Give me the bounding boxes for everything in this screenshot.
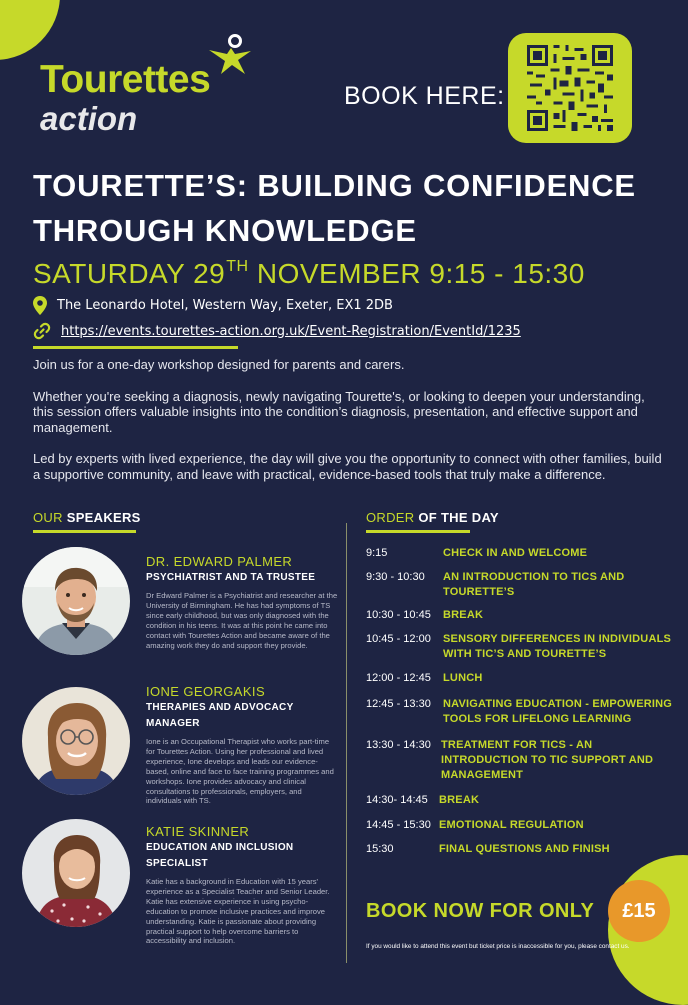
schedule-event: FINAL QUESTIONS AND FINISH bbox=[439, 843, 610, 855]
schedule-event: LUNCH bbox=[443, 672, 483, 684]
logo-text-tourettes: Tourettes bbox=[40, 58, 211, 101]
book-now-callout[interactable]: BOOK NOW FOR ONLY bbox=[366, 900, 595, 922]
price-badge: £15 bbox=[608, 880, 670, 942]
speakers-rule bbox=[33, 530, 136, 533]
qr-code[interactable] bbox=[508, 33, 632, 143]
speaker-role: PSYCHIATRIST AND TA TRUSTEE bbox=[146, 572, 316, 583]
schedule-event: EMOTIONAL REGULATION bbox=[439, 819, 584, 831]
order-heading-light: ORDER bbox=[366, 510, 415, 525]
speaker-photo-katie-skinner bbox=[22, 819, 130, 927]
speakers-heading bbox=[33, 510, 141, 525]
order-heading-bold: OF THE DAY bbox=[418, 510, 499, 525]
star-person-logo-icon bbox=[205, 34, 253, 76]
order-rule bbox=[366, 530, 470, 533]
location-text: The Leonardo Hotel, Western Way, Exeter, EX1 2DB bbox=[57, 298, 393, 313]
speakers-heading-light: OUR bbox=[33, 510, 63, 525]
speaker-card bbox=[146, 554, 339, 650]
speaker-bio: Dr Edward Palmer is a Psychiatrist and researcher at the University of Birmingham. He has had symptoms of TS since early childhood, but was only diagnosed with the condition in his teens. It was at this point he came into contact with Tourettes Action and became aware of the amazing work they do and support they provide. bbox=[146, 591, 338, 650]
event-title-line-2: THROUGH KNOWLEDGE bbox=[33, 213, 417, 248]
event-title bbox=[33, 163, 663, 253]
divider-rule bbox=[33, 346, 238, 349]
logo-text-action: action bbox=[40, 100, 138, 137]
date-rest: NOVEMBER 9:15 - 15:30 bbox=[248, 258, 585, 289]
link-row bbox=[33, 322, 521, 340]
speaker-bio: Katie has a background in Education with 15 years' experience as a Specialist Teacher and Senior Leader. Katie has extensive experience in using psycho-education to promote inclusive practices and improve understanding. Katie is passionate about providing practical support to help overcome barriers to accessibility and inclusion. bbox=[146, 877, 330, 946]
schedule-time: 15:30 bbox=[366, 843, 394, 855]
schedule-event: CHECK IN AND WELCOME bbox=[443, 547, 588, 559]
location-row bbox=[33, 296, 393, 315]
intro-paragraph-1: Join us for a one-day workshop designed for parents and carers. bbox=[33, 357, 405, 372]
accessibility-footnote: If you would like to attend this event but ticket price is inaccessible for you, please contact us. bbox=[366, 943, 630, 950]
event-date-time bbox=[33, 258, 585, 290]
event-title-line-1: TOURETTE’S: BUILDING CONFIDENCE bbox=[33, 168, 636, 203]
speaker-photo-edward-palmer bbox=[22, 547, 130, 655]
intro-paragraph-3: Led by experts with lived experience, the day will give you the opportunity to connect with other families, build a supportive community, and leave with practical, evidence-based tools that truly make a difference. bbox=[33, 451, 662, 482]
schedule-time: 14:45 - 15:30 bbox=[366, 819, 431, 831]
speaker-name: IONE GEORGAKIS bbox=[146, 684, 266, 699]
speaker-card bbox=[146, 684, 339, 806]
speaker-name: DR. EDWARD PALMER bbox=[146, 554, 293, 569]
speaker-role: THERAPIES AND ADVOCACY MANAGER bbox=[146, 702, 294, 729]
schedule-event: BREAK bbox=[443, 609, 484, 621]
schedule-time: 10:45 - 12:00 bbox=[366, 633, 431, 645]
schedule-event: BREAK bbox=[439, 794, 480, 806]
speakers-heading-bold: SPEAKERS bbox=[66, 510, 141, 525]
column-divider bbox=[346, 523, 347, 963]
book-here-label: BOOK HERE: bbox=[344, 82, 505, 110]
tourettes-action-logo[interactable] bbox=[40, 30, 250, 140]
intro-paragraph-2: Whether you're seeking a diagnosis, newly navigating Tourette's, or looking to deepen your understanding, this session offers valuable insights into the condition’s diagnosis, presentation, and effective support and management. bbox=[33, 388, 645, 435]
schedule-time: 12:45 - 13:30 bbox=[366, 698, 431, 710]
schedule-event: NAVIGATING EDUCATION - EMPOWERING TOOLS FOR LIFELONG LEARNING bbox=[443, 698, 673, 725]
schedule-time: 12:00 - 12:45 bbox=[366, 672, 431, 684]
date-ordinal-suffix: TH bbox=[226, 258, 249, 275]
schedule-event: TREATMENT FOR TICS - AN INTRODUCTION TO TIC SUPPORT AND MANAGEMENT bbox=[441, 739, 654, 781]
location-pin-icon bbox=[33, 296, 47, 315]
schedule-time: 13:30 - 14:30 bbox=[366, 739, 431, 751]
speaker-role: EDUCATION AND INCLUSION SPECIALIST bbox=[146, 842, 294, 869]
date-main: SATURDAY 29 bbox=[33, 258, 226, 289]
intro-text bbox=[33, 357, 663, 498]
schedule-event: AN INTRODUCTION TO TICS AND TOURETTE’S bbox=[443, 571, 625, 598]
speaker-name: KATIE SKINNER bbox=[146, 824, 250, 839]
qr-code-icon bbox=[527, 45, 613, 131]
speaker-photo-ione-georgakis bbox=[22, 687, 130, 795]
link-icon bbox=[33, 322, 51, 340]
schedule-time: 14:30- 14:45 bbox=[366, 794, 428, 806]
registration-link[interactable]: https://events.tourettes-action.org.uk/Event-Registration/EventId/1235 bbox=[61, 323, 521, 339]
schedule-event: SENSORY DIFFERENCES IN INDIVIDUALS WITH TIC’S AND TOURETTE’S bbox=[443, 633, 672, 660]
schedule-time: 9:15 bbox=[366, 547, 388, 559]
schedule-time: 10:30 - 10:45 bbox=[366, 609, 431, 621]
speaker-bio: Ione is an Occupational Therapist who works part-time for Tourettes Action. Using her professional and lived experience, Ione develops and leads our evidence-based, online and face to face training programmes and workshops. Ione provides advocacy and clinical consultations to professionals, employers, and individuals with TS. bbox=[146, 737, 334, 806]
order-heading bbox=[366, 510, 499, 525]
speaker-card bbox=[146, 824, 339, 946]
schedule-time: 9:30 - 10:30 bbox=[366, 571, 425, 583]
